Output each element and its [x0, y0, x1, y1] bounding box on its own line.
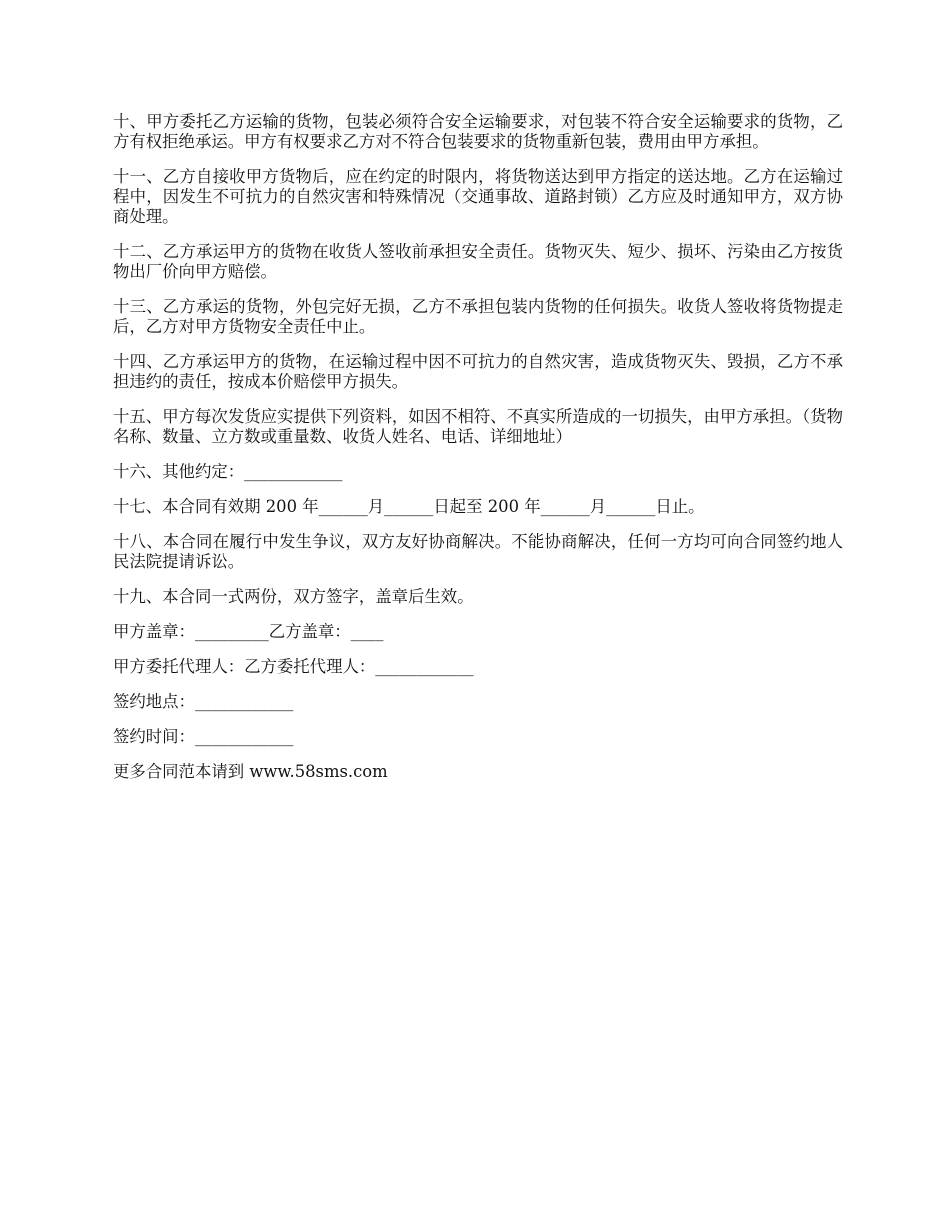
clause-12: 十二、乙方承运甲方的货物在收货人签收前承担安全责任。货物灭失、短少、损坏、污染由乙方按货物出厂价向甲方赔偿。 — [113, 242, 843, 281]
clause-14: 十四、乙方承运甲方的货物，在运输过程中因不可抗力的自然灾害，造成货物灭失、毁损，乙方不承担违约的责任，按成本价赔偿甲方损失。 — [113, 352, 843, 391]
seal-line: 甲方盖章：_________乙方盖章：____ — [113, 622, 384, 641]
clause-19: 十九、本合同一式两份，双方签字，盖章后生效。 — [113, 587, 474, 606]
agent-line: 甲方委托代理人：乙方委托代理人：____________ — [113, 657, 474, 676]
clause-10: 十、甲方委托乙方运输的货物，包装必须符合安全运输要求，对包装不符合安全运输要求的货物，乙方有权拒绝承运。甲方有权要求乙方对不符合包装要求的货物重新包装，费用由甲方承担。 — [113, 112, 843, 151]
clause-17: 十七、本合同有效期 200 年______月______日起至 200 年______月______日止。 — [113, 497, 705, 516]
more-templates-footer: 更多合同范本请到 www.58sms.com — [113, 762, 388, 781]
clause-13: 十三、乙方承运的货物，外包完好无损，乙方不承担包装内货物的任何损失。收货人签收将货物提走后，乙方对甲方货物安全责任中止。 — [113, 297, 843, 336]
clause-16: 十六、其他约定：____________ — [113, 462, 343, 481]
signing-time-line: 签约时间：____________ — [113, 727, 294, 746]
document-page — [113, 112, 843, 797]
signing-place-line: 签约地点：____________ — [113, 692, 294, 711]
clause-18: 十八、本合同在履行中发生争议，双方友好协商解决。不能协商解决，任何一方均可向合同签约地人民法院提请诉讼。 — [113, 532, 843, 571]
clause-15: 十五、甲方每次发货应实提供下列资料，如因不相符、不真实所造成的一切损失，由甲方承担。（货物名称、数量、立方数或重量数、收货人姓名、电话、详细地址） — [113, 407, 843, 446]
clause-11: 十一、乙方自接收甲方货物后，应在约定的时限内，将货物送达到甲方指定的送达地。乙方在运输过程中，因发生不可抗力的自然灾害和特殊情况（交通事故、道路封锁）乙方应及时通知甲方，双方协商处理。 — [113, 167, 843, 226]
